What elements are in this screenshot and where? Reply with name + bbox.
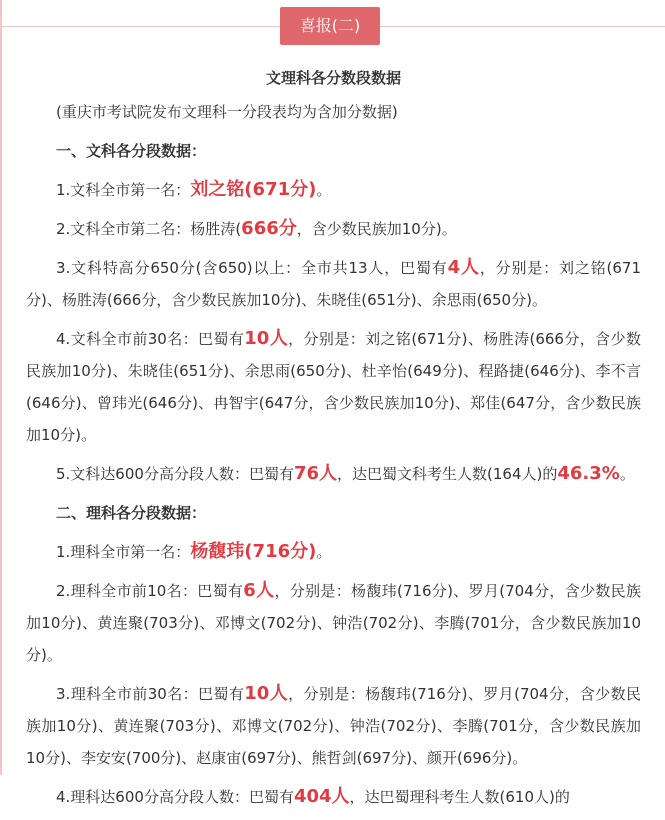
arts-item-1: 1.文科全市第一名：刘之铭(671分)。: [56, 179, 332, 200]
science-heading: 二、理科各分段数据：: [56, 504, 207, 522]
article-title: 文理科各分数段数据: [265, 69, 401, 87]
arts-item-2: 2.文科全市第二名：杨胜涛(666分，含少数民族加10分)。: [56, 218, 457, 239]
arts-heading: 一、文科各分段数据：: [56, 142, 207, 160]
arts-item-4: 4.文科全市前30名：巴蜀有10人，分别是：刘之铭(671分)、杨胜涛(666分，含少数民族加10分)、朱晓佳(651分)、余思雨(650分)、杜辛怡(649分)、程路捷(646分)、李不言(646分)、曾玮光(646分)、冉智宇(647分，含少数民族加10分)、郑佳(647分，含少数民族加10分)。: [26, 328, 641, 444]
science-item-1: 1.理科全市第一名：杨馥玮(716分)。: [56, 541, 332, 562]
science-item-4: 4.理科达600分高分段人数：巴蜀有404人，达巴蜀理科考生人数(610人)的: [56, 786, 570, 807]
arts-item-5: 5.文科达600分高分段人数：巴蜀有76人，达巴蜀文科考生人数(164人)的46.3%。: [56, 463, 635, 484]
science-item-2: 2.理科全市前10名：巴蜀有6人，分别是：杨馥玮(716分)、罗月(704分，含少数民族加10分)、黄连聚(703分)、邓博文(702分)、钟浩(702分)、李腾(701分，含少数民族加10分)。: [26, 580, 641, 664]
banner-label: 喜报(二): [280, 7, 380, 45]
arts-item-3: 3.文科特高分650分(含650)以上：全市共13人，巴蜀有4人，分别是：刘之铭(671分)、杨胜涛(666分，含少数民族加10分)、朱晓佳(651分)、余思雨(650分)。: [26, 257, 641, 309]
science-item-3: 3.理科全市前30名：巴蜀有10人，分别是：杨馥玮(716分)、罗月(704分，含少数民族加10分)、黄连聚(703分)、邓博文(702分)、钟浩(702分)、李腾(701分，含少数民族加10分)、李安安(700分)、赵康宙(697分)、熊哲剑(697分)、颜开(696分)。: [26, 683, 641, 767]
article-body: [26, 66, 641, 820]
data-note: (重庆市考试院发布文理科一分段表均为含加分数据): [56, 103, 398, 121]
left-border: [0, 0, 2, 775]
